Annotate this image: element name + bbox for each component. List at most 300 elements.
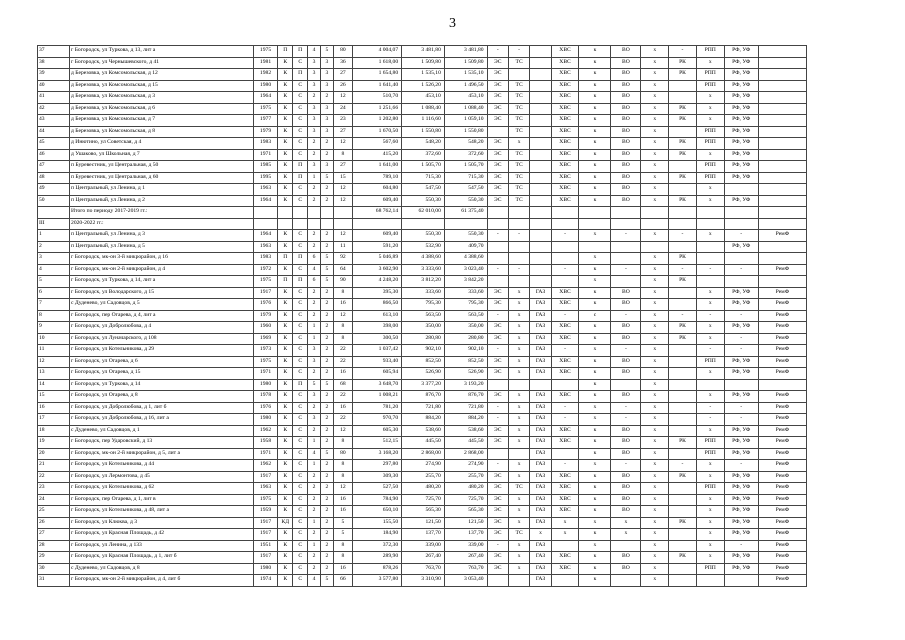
- table-cell: ВО: [611, 126, 641, 138]
- table-cell: [724, 184, 758, 196]
- table-cell: г Богородск, мк-он 2-й микрорайон, д 4: [70, 264, 254, 276]
- table-cell: П: [293, 46, 308, 58]
- table-cell: к: [579, 299, 611, 311]
- table-cell: 3: [308, 356, 321, 368]
- table-cell: г Богородск, мк-он 3-й микрорайон, д 16: [70, 253, 254, 265]
- table-cell: 300,50: [353, 333, 402, 345]
- table-cell: 1973: [253, 345, 278, 357]
- table-cell: [611, 218, 641, 230]
- table-cell: РемФ: [758, 460, 806, 472]
- table-cell: С: [293, 322, 308, 334]
- table-cell: К: [278, 483, 293, 495]
- table-cell: ГАЗ: [530, 437, 551, 449]
- table-cell: 2: [320, 310, 333, 322]
- table-cell: 3 812,20: [402, 276, 445, 288]
- table-cell: [758, 115, 806, 127]
- table-cell: С: [293, 563, 308, 575]
- table-cell: 16: [333, 299, 352, 311]
- table-cell: РФ, УФ: [724, 161, 758, 173]
- table-cell: х: [641, 356, 669, 368]
- table-cell: РК: [669, 103, 697, 115]
- table-cell: С: [293, 460, 308, 472]
- table-cell: [530, 92, 551, 104]
- table-cell: г Богородск, ул Котельникова, д 29: [70, 345, 254, 357]
- table-cell: к: [579, 287, 611, 299]
- table-cell: 613,10: [353, 310, 402, 322]
- table-cell: к: [579, 126, 611, 138]
- table-cell: К: [278, 333, 293, 345]
- table-cell: 398,00: [353, 322, 402, 334]
- table-cell: х: [641, 69, 669, 81]
- table-cell: 480,20: [444, 483, 487, 495]
- table-cell: ЭС: [487, 172, 508, 184]
- table-cell: 1917: [253, 471, 278, 483]
- table-cell: [487, 218, 508, 230]
- table-cell: 876,70: [402, 391, 445, 403]
- table-cell: к: [579, 483, 611, 495]
- table-cell: 16: [38, 402, 70, 414]
- table-cell: 567,60: [353, 138, 402, 150]
- table-cell: [530, 161, 551, 173]
- table-cell: 15: [333, 172, 352, 184]
- table-cell: 28: [38, 540, 70, 552]
- table-cell: ТС: [508, 126, 529, 138]
- table-cell: 11: [38, 345, 70, 357]
- table-cell: РФ, УФ: [724, 80, 758, 92]
- table-cell: [551, 253, 579, 265]
- table-cell: С: [293, 138, 308, 150]
- table-cell: 721,80: [444, 402, 487, 414]
- table-cell: ВО: [611, 299, 641, 311]
- table-cell: РФ, УФ: [724, 437, 758, 449]
- table-cell: 8: [333, 471, 352, 483]
- table-cell: [641, 218, 669, 230]
- table-cell: -: [487, 540, 508, 552]
- table-cell: г Богородск, ул Котельникова, д 48, лит а: [70, 506, 254, 518]
- table-cell: -: [696, 264, 724, 276]
- table-cell: [724, 276, 758, 288]
- table-cell: 547,50: [444, 184, 487, 196]
- table-cell: ЭС: [487, 552, 508, 564]
- table-cell: 1 251,66: [353, 103, 402, 115]
- table-cell: 36: [333, 57, 352, 69]
- table-cell: ЭС: [487, 517, 508, 529]
- table-cell: 1985: [253, 161, 278, 173]
- table-cell: ЭС: [487, 92, 508, 104]
- table-cell: ГАЗ: [530, 299, 551, 311]
- table-cell: 372,60: [444, 149, 487, 161]
- table-cell: -: [487, 460, 508, 472]
- table-cell: 605,30: [353, 425, 402, 437]
- table-cell: С: [293, 448, 308, 460]
- table-cell: х: [508, 517, 529, 529]
- table-cell: ГАЗ: [530, 552, 551, 564]
- table-cell: 12: [333, 310, 352, 322]
- table-cell: 721,80: [402, 402, 445, 414]
- table-cell: К: [278, 448, 293, 460]
- table-cell: 22: [333, 345, 352, 357]
- table-cell: 763,70: [402, 563, 445, 575]
- table-cell: д Березовка, ул Комсомольская, д 12: [70, 69, 254, 81]
- table-cell: [758, 172, 806, 184]
- table-cell: х: [696, 57, 724, 69]
- table-cell: г Богородск, ул Ленина, д 133: [70, 540, 254, 552]
- table-cell: [758, 207, 806, 219]
- table-cell: 3: [320, 103, 333, 115]
- table-cell: ВО: [611, 391, 641, 403]
- table-cell: 2: [320, 322, 333, 334]
- table-cell: 255,70: [402, 471, 445, 483]
- table-cell: РФ, УФ: [724, 391, 758, 403]
- table-cell: П: [293, 253, 308, 265]
- table-cell: 6: [38, 287, 70, 299]
- table-cell: [724, 379, 758, 391]
- table-cell: х: [696, 184, 724, 196]
- table-cell: г Богородск, ул Красная Площадь, д 1, лит б: [70, 552, 254, 564]
- table-cell: 27: [333, 69, 352, 81]
- table-cell: К: [278, 379, 293, 391]
- table-cell: х: [696, 529, 724, 541]
- table-row: [38, 471, 807, 483]
- table-cell: ЭС: [487, 563, 508, 575]
- table-cell: 3: [320, 115, 333, 127]
- table-cell: 16: [333, 494, 352, 506]
- table-cell: 3: [320, 69, 333, 81]
- table-cell: х: [641, 310, 669, 322]
- table-cell: РК: [669, 57, 697, 69]
- table-cell: РПП: [696, 483, 724, 495]
- table-cell: 1979: [253, 310, 278, 322]
- table-cell: 16: [333, 563, 352, 575]
- table-cell: х: [551, 517, 579, 529]
- table-cell: [669, 506, 697, 518]
- table-cell: п Центральный, ул Ленина, д 1: [70, 184, 254, 196]
- table-cell: 26: [333, 80, 352, 92]
- table-cell: ГАЗ: [530, 333, 551, 345]
- table-cell: 1962: [253, 460, 278, 472]
- table-cell: 339,00: [402, 540, 445, 552]
- table-cell: 2: [308, 299, 321, 311]
- table-cell: х: [641, 253, 669, 265]
- table-cell: ТС: [508, 115, 529, 127]
- table-cell: [530, 230, 551, 242]
- table-cell: 15: [38, 391, 70, 403]
- table-cell: ЭС: [487, 138, 508, 150]
- table-cell: 8: [333, 149, 352, 161]
- table-cell: [669, 483, 697, 495]
- table-cell: РК: [669, 253, 697, 265]
- table-cell: [253, 218, 278, 230]
- table-cell: д Березовка, ул Комсомольская, д 7: [70, 115, 254, 127]
- table-cell: ЭС: [487, 184, 508, 196]
- table-cell: ТС: [508, 92, 529, 104]
- table-cell: 3: [308, 103, 321, 115]
- table-cell: П: [293, 379, 308, 391]
- table-cell: ХВС: [551, 494, 579, 506]
- table-row: [38, 540, 807, 552]
- table-cell: ВО: [611, 57, 641, 69]
- register-body: [38, 46, 807, 587]
- table-cell: 784,90: [353, 494, 402, 506]
- table-cell: 512,15: [353, 437, 402, 449]
- table-cell: 25: [38, 506, 70, 518]
- table-cell: С: [293, 437, 308, 449]
- table-cell: 1 088,40: [444, 103, 487, 115]
- table-cell: С: [293, 80, 308, 92]
- table-cell: [669, 494, 697, 506]
- table-cell: 6: [308, 253, 321, 265]
- table-cell: х: [641, 517, 669, 529]
- table-cell: х: [641, 57, 669, 69]
- table-cell: ЭС: [487, 471, 508, 483]
- table-cell: [669, 207, 697, 219]
- table-cell: 24: [333, 103, 352, 115]
- table-cell: ВО: [611, 115, 641, 127]
- table-cell: 8: [333, 460, 352, 472]
- table-cell: ВО: [611, 506, 641, 518]
- table-cell: 933,40: [353, 356, 402, 368]
- table-cell: -: [551, 460, 579, 472]
- table-cell: х: [696, 92, 724, 104]
- table-cell: ХВС: [551, 126, 579, 138]
- table-cell: 3 168,20: [353, 448, 402, 460]
- table-cell: -: [669, 460, 697, 472]
- table-cell: К: [278, 184, 293, 196]
- table-cell: 31: [38, 575, 70, 587]
- table-cell: к: [579, 92, 611, 104]
- table-cell: [530, 138, 551, 150]
- table-cell: [320, 207, 333, 219]
- table-cell: -: [696, 345, 724, 357]
- table-cell: [669, 356, 697, 368]
- table-cell: 2: [308, 184, 321, 196]
- table-cell: г Богородск, пер Огарева, д 1, лит в: [70, 494, 254, 506]
- table-cell: 1 526,20: [402, 80, 445, 92]
- table-cell: х: [508, 138, 529, 150]
- table-cell: х: [508, 333, 529, 345]
- table-cell: г Богородск, пер Ударовский, д 13: [70, 437, 254, 449]
- table-cell: К: [278, 437, 293, 449]
- table-cell: С: [293, 356, 308, 368]
- table-cell: РФ, УФ: [724, 506, 758, 518]
- table-cell: 715,30: [402, 172, 445, 184]
- table-cell: ГАЗ: [530, 540, 551, 552]
- table-cell: С: [293, 184, 308, 196]
- table-cell: РемФ: [758, 575, 806, 587]
- table-cell: 333,60: [444, 287, 487, 299]
- table-cell: [530, 126, 551, 138]
- table-cell: х: [508, 402, 529, 414]
- table-cell: [402, 218, 445, 230]
- table-cell: 14: [38, 379, 70, 391]
- table-cell: 1917: [253, 517, 278, 529]
- table-cell: 547,50: [402, 184, 445, 196]
- table-cell: 289,90: [353, 552, 402, 564]
- table-cell: [530, 46, 551, 58]
- table-cell: х: [508, 414, 529, 426]
- table-cell: -: [724, 333, 758, 345]
- table-cell: [669, 563, 697, 575]
- table-cell: х: [696, 552, 724, 564]
- table-cell: ЭС: [487, 322, 508, 334]
- table-cell: ХВС: [551, 172, 579, 184]
- table-cell: к: [579, 138, 611, 150]
- table-cell: 1 618,00: [353, 57, 402, 69]
- table-cell: ТС: [508, 80, 529, 92]
- table-cell: 48: [38, 172, 70, 184]
- table-cell: к: [579, 322, 611, 334]
- table-cell: 510,70: [353, 92, 402, 104]
- table-cell: РемФ: [758, 425, 806, 437]
- table-cell: РФ, УФ: [724, 126, 758, 138]
- table-cell: 26: [38, 517, 70, 529]
- table-cell: ЭС: [487, 368, 508, 380]
- table-cell: 1963: [253, 241, 278, 253]
- table-cell: РФ, УФ: [724, 529, 758, 541]
- table-cell: -: [724, 540, 758, 552]
- table-cell: [38, 207, 70, 219]
- table-cell: 1980: [253, 379, 278, 391]
- table-cell: х: [641, 425, 669, 437]
- table-cell: К: [278, 195, 293, 207]
- table-cell: РемФ: [758, 529, 806, 541]
- table-cell: [758, 126, 806, 138]
- table-cell: х: [508, 299, 529, 311]
- table-cell: х: [641, 126, 669, 138]
- table-cell: ХВС: [551, 161, 579, 173]
- table-cell: 62 010,00: [402, 207, 445, 219]
- table-cell: ГАЗ: [530, 414, 551, 426]
- table-cell: ВО: [611, 195, 641, 207]
- table-cell: [611, 241, 641, 253]
- table-cell: 3 310,90: [402, 575, 445, 587]
- table-row: [38, 494, 807, 506]
- table-cell: С: [293, 195, 308, 207]
- table-cell: 12: [333, 425, 352, 437]
- table-cell: 2: [320, 368, 333, 380]
- table-cell: х: [641, 184, 669, 196]
- table-cell: [669, 414, 697, 426]
- table-cell: 16: [333, 402, 352, 414]
- table-cell: 42: [38, 103, 70, 115]
- table-cell: х: [696, 506, 724, 518]
- table-cell: п Буревестник, ул Центральная, д 50: [70, 161, 254, 173]
- table-cell: ГАЗ: [530, 425, 551, 437]
- table-cell: к: [579, 529, 611, 541]
- table-cell: [696, 253, 724, 265]
- table-cell: ВО: [611, 161, 641, 173]
- table-cell: х: [641, 414, 669, 426]
- table-cell: 480,20: [402, 483, 445, 495]
- table-cell: 453,10: [402, 92, 445, 104]
- table-cell: К: [278, 126, 293, 138]
- table-cell: 1: [308, 517, 321, 529]
- table-cell: [530, 69, 551, 81]
- table-cell: [696, 379, 724, 391]
- table-cell: ЭС: [487, 103, 508, 115]
- table-cell: [487, 241, 508, 253]
- table-cell: РемФ: [758, 506, 806, 518]
- table-cell: г Богородск, ул Клюква, д 3: [70, 517, 254, 529]
- table-cell: 884,20: [444, 414, 487, 426]
- table-cell: ГАЗ: [530, 391, 551, 403]
- table-cell: 2 868,00: [444, 448, 487, 460]
- table-cell: х: [696, 230, 724, 242]
- table-cell: 1963: [253, 184, 278, 196]
- table-cell: х: [641, 172, 669, 184]
- table-cell: х: [641, 149, 669, 161]
- table-cell: -: [487, 46, 508, 58]
- table-cell: 409,70: [444, 241, 487, 253]
- table-cell: д Инютино, ул Советская, д 4: [70, 138, 254, 150]
- table-cell: [669, 218, 697, 230]
- table-cell: РПП: [696, 138, 724, 150]
- table-cell: 8: [333, 540, 352, 552]
- table-cell: [508, 218, 529, 230]
- table-cell: х: [696, 103, 724, 115]
- table-cell: 2: [320, 287, 333, 299]
- table-cell: -: [696, 402, 724, 414]
- table-cell: 1: [308, 322, 321, 334]
- table-cell: [758, 69, 806, 81]
- table-cell: 1917: [253, 287, 278, 299]
- page-number: 3: [449, 16, 456, 31]
- table-cell: [758, 253, 806, 265]
- table-cell: [487, 379, 508, 391]
- table-cell: 2: [308, 230, 321, 242]
- table-cell: С: [293, 425, 308, 437]
- table-cell: х: [696, 494, 724, 506]
- table-cell: [487, 276, 508, 288]
- table-cell: [669, 540, 697, 552]
- table-cell: х: [579, 517, 611, 529]
- table-cell: 2: [308, 310, 321, 322]
- table-cell: 3 481,80: [444, 46, 487, 58]
- table-cell: РФ, УФ: [724, 172, 758, 184]
- table-cell: ЭС: [487, 437, 508, 449]
- table-cell: 550,30: [444, 195, 487, 207]
- table-cell: РФ, УФ: [724, 552, 758, 564]
- table-row: [38, 575, 807, 587]
- table-row: [38, 218, 807, 230]
- table-cell: 902,10: [444, 345, 487, 357]
- table-cell: х: [579, 460, 611, 472]
- table-cell: К: [278, 552, 293, 564]
- table-cell: ГАЗ: [530, 483, 551, 495]
- table-cell: г Богородск, ул Добролюбова, д 1, лит б: [70, 402, 254, 414]
- table-cell: 2: [320, 241, 333, 253]
- table-cell: 5: [320, 276, 333, 288]
- table-cell: РФ, УФ: [724, 563, 758, 575]
- table-cell: РПП: [696, 126, 724, 138]
- table-cell: 563,50: [402, 310, 445, 322]
- table-cell: х: [641, 494, 669, 506]
- table-cell: [758, 184, 806, 196]
- table-cell: ХВС: [551, 356, 579, 368]
- table-cell: 6: [308, 276, 321, 288]
- table-cell: ХВС: [551, 552, 579, 564]
- table-row: [38, 57, 807, 69]
- table-cell: 350,00: [444, 322, 487, 334]
- table-cell: -: [611, 264, 641, 276]
- table-cell: П: [293, 172, 308, 184]
- table-cell: 866,50: [353, 299, 402, 311]
- table-cell: РФ, УФ: [724, 299, 758, 311]
- table-cell: 1964: [253, 92, 278, 104]
- table-cell: 781,20: [353, 402, 402, 414]
- table-cell: 5 046,89: [353, 253, 402, 265]
- table-cell: РемФ: [758, 437, 806, 449]
